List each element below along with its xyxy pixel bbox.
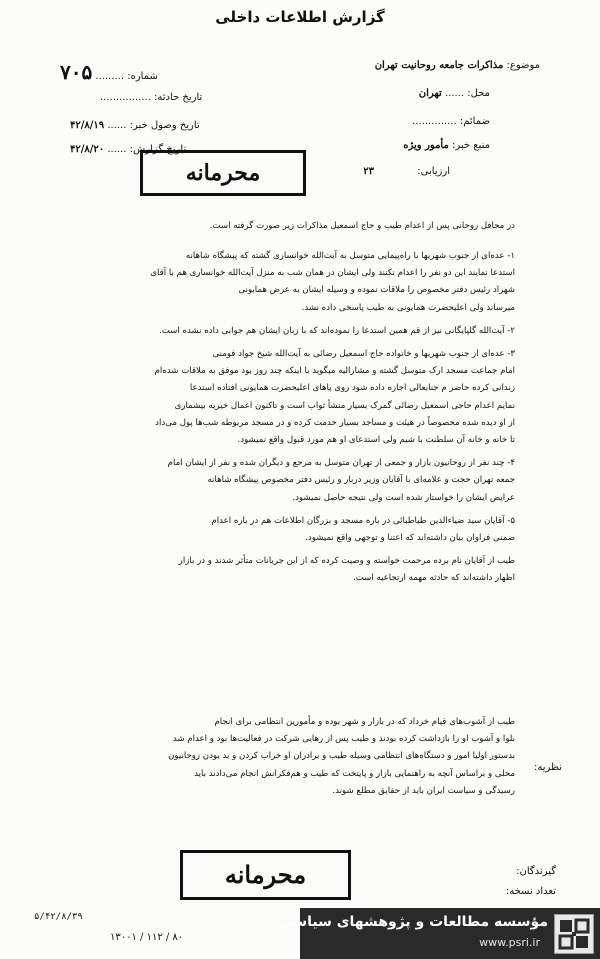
rating-line <box>363 166 450 177</box>
analysis-label: نظریه: <box>533 762 562 773</box>
location-label: محل: <box>467 88 490 99</box>
rating-value: ۲۳ <box>363 166 375 177</box>
paragraph-line: استدعا نمایند این دو نفر را اعدام نکنند ولی ایشان در همان شب به منزل آیت‌الله خوانساری هم با آقای <box>150 268 515 279</box>
paragraph-4 <box>30 455 515 507</box>
subject-line <box>375 60 540 71</box>
event-date-label: تاریخ حادثه: <box>154 92 203 103</box>
source-label: منبع خبر: <box>452 140 490 151</box>
report-date-value: ۴۲/۸/۲۰ <box>70 144 105 155</box>
report-date-label: تاریخ گزارش: <box>129 144 187 155</box>
subject-value: مذاکرات جامعه روحانیت تهران <box>374 60 504 71</box>
rating-label: ارزیابی: <box>417 166 450 177</box>
report-date-line: تاریخ گزارش: ...... ۴۲/۸/۲۰ <box>70 144 187 155</box>
institute-logo-icon <box>554 914 594 954</box>
attachment-line: ضمائم: .............. <box>412 116 490 127</box>
paragraph-line: ۳- عده‌ای از جنوب شهریها و خانواده حاج اسمعیل رضائی به آیت‌الله شیخ جواد فومنی <box>212 349 515 360</box>
paragraph-line: میرساند ولی اعلیحضرت همایونی به طیب پاسخی داده نشد. <box>301 302 515 313</box>
intro-line: در محافل روحانی پس از اعدام طیب و حاج اسمعیل مذاکرات زیر صورت گرفته است. <box>209 221 515 231</box>
source-line <box>403 140 490 151</box>
intro-paragraph <box>30 218 515 235</box>
paragraph-line: اظهار داشته‌اند که حادثه مهمه ارتجاعیه است. <box>352 573 515 584</box>
number-label: شماره: <box>127 71 158 82</box>
paragraph-1 <box>30 248 515 317</box>
paragraph-line: نمایم اعدام حاجی اسمعیل رضائی گمرک بسیار منشأ ثواب است و تاکنون اعمال خیریه بیشماری <box>174 400 515 411</box>
paragraph-line: جمعه تهران حجت و علامه‌ای با آقایان وزیر دربار و رئیس دفتر مخصوص پیشگاه شاهانه <box>207 475 515 486</box>
paragraph-line: ۱- عده‌ای از جنوب شهریها با راه‌پیمایی متوسل به آیت‌الله خوانساری گشته که پیشگاه شاهانه <box>185 251 515 261</box>
paragraph-line: ضمنی فراوان بیان داشته‌اند که اعتنا و توجهی واقع نمیشود. <box>305 533 515 544</box>
institute-banner <box>279 908 600 959</box>
document-title: گزارش اطلاعات داخلی <box>215 8 385 26</box>
paragraph-line: امام جماعت مسجد ارک متوسل گشته و مشارالیه میگوید با اینکه چند روز بود موفق به ملاقات شده‌ام <box>154 366 515 377</box>
institute-url[interactable]: www.psri.ir <box>479 936 540 949</box>
location-value: تهران <box>418 88 442 99</box>
confidential-stamp-bottom: محرمانه <box>180 850 351 900</box>
analysis-body <box>30 714 515 800</box>
source-value: مأمور ویژه <box>403 140 449 151</box>
attachment-label: ضمائم: <box>459 116 490 127</box>
copies-label: تعداد نسخه: <box>505 886 556 897</box>
institute-name: مؤسسه مطالعات و پژوهشهای سیاسی <box>279 914 548 930</box>
analysis-line: بدستور اولیا امور و دستگاه‌های انتظامی وسیله طیب و برادران او خراب کردن و بد بودن روحانیون <box>168 751 515 762</box>
paragraph-line: عرایض ایشان را خواستار شده است ولی نتیجه حاصل نمیشود. <box>292 492 515 503</box>
number-line: شماره: ......... ۷۰۵ <box>60 60 158 84</box>
paragraph-line: ۵- آقایان سید ضیاءالدین طباطبائی در باره مسجد و بزرگان اطلاعات هم در باره اعدام <box>211 515 515 526</box>
analysis-line: بلوا و آشوب او را بازداشت کرده بودند و طیب پس از رهایی شرکت در فعالیت‌ها بود و اعدام شد <box>172 734 515 745</box>
paragraph-3 <box>30 346 515 449</box>
footer-reference-handwritten: ۱۳۰۰۱ / ۱۱۲ / ۸۰ <box>110 932 184 943</box>
paragraph-5 <box>30 513 515 547</box>
receipt-date-line: تاریخ وصول خبر: ...... ۴۲/۸/۱۹ <box>70 120 200 131</box>
paragraph-line: زندانی کرده حاضر م جنابعالی اجازه داده شود روی پاهای اعلیحضرت همایونی افتاده استدعا <box>189 383 515 394</box>
paragraph-line: طیب از آقایان نام برده مرحمت خواسته و وصیت کرده که از این جریانات متأثر شدند و در بازار <box>178 556 515 567</box>
receipt-date-label: تاریخ وصول خبر: <box>129 120 200 131</box>
location-line: محل: ...... تهران <box>418 88 490 99</box>
footer-reference: ۵/۴۲/۸/۳۹ <box>34 912 83 922</box>
analysis-line: رسیدگی و سیاست ایران باید از حقایق مطلع شوند. <box>332 785 515 796</box>
event-date-line: تاریخ حادثه: ................ <box>100 92 203 103</box>
confidential-stamp-top: محرمانه <box>140 150 306 196</box>
number-value: ۷۰۵ <box>60 60 93 84</box>
paragraph-line: ۲- آیت‌الله گلپایگانی نیز از قم همین استدعا را نموده‌اند که با زبان ایشان هم جوابی داده نشده است. <box>158 325 515 336</box>
subject-label: موضوع: <box>506 60 540 71</box>
paragraph-2 <box>30 323 515 340</box>
paragraph-line: ۴- چند نفر از روحانیون بازار و جمعی از تهران متوسل به مرجع و دیگران شده و نفر از ایشان امام <box>167 458 515 469</box>
paragraph-line: از او دیده شده مخصوصاً در هیئت و مساجد بسیار خدمت کرده و در مسجد مربوطه شب‌ها پول می‌داد <box>155 417 515 428</box>
paragraph-line: تا خانه و خانه آن سلطنت با شیم ولی استدعای او هم مورد قبول واقع نمیشود. <box>237 435 515 446</box>
analysis-line: طیب از آشوب‌های قیام خرداد که در بازار و شهر بوده و مأمورین انتظامی برای انجام <box>214 717 515 727</box>
report-body <box>30 248 515 594</box>
recipients-label: گیرندگان: <box>516 866 556 877</box>
paragraph-6 <box>30 553 515 587</box>
analysis-line: محلی و براساس آنچه به راهنمایی بازار و پایتخت که طیب و هم‌فکرانش انجام می‌دادند باید <box>194 768 515 779</box>
receipt-date-value: ۴۲/۸/۱۹ <box>70 120 105 131</box>
paragraph-line: شهراد رئیس دفتر مخصوص را ملاقات نموده و وسیله ایشان به عرض همایونی <box>238 285 515 296</box>
